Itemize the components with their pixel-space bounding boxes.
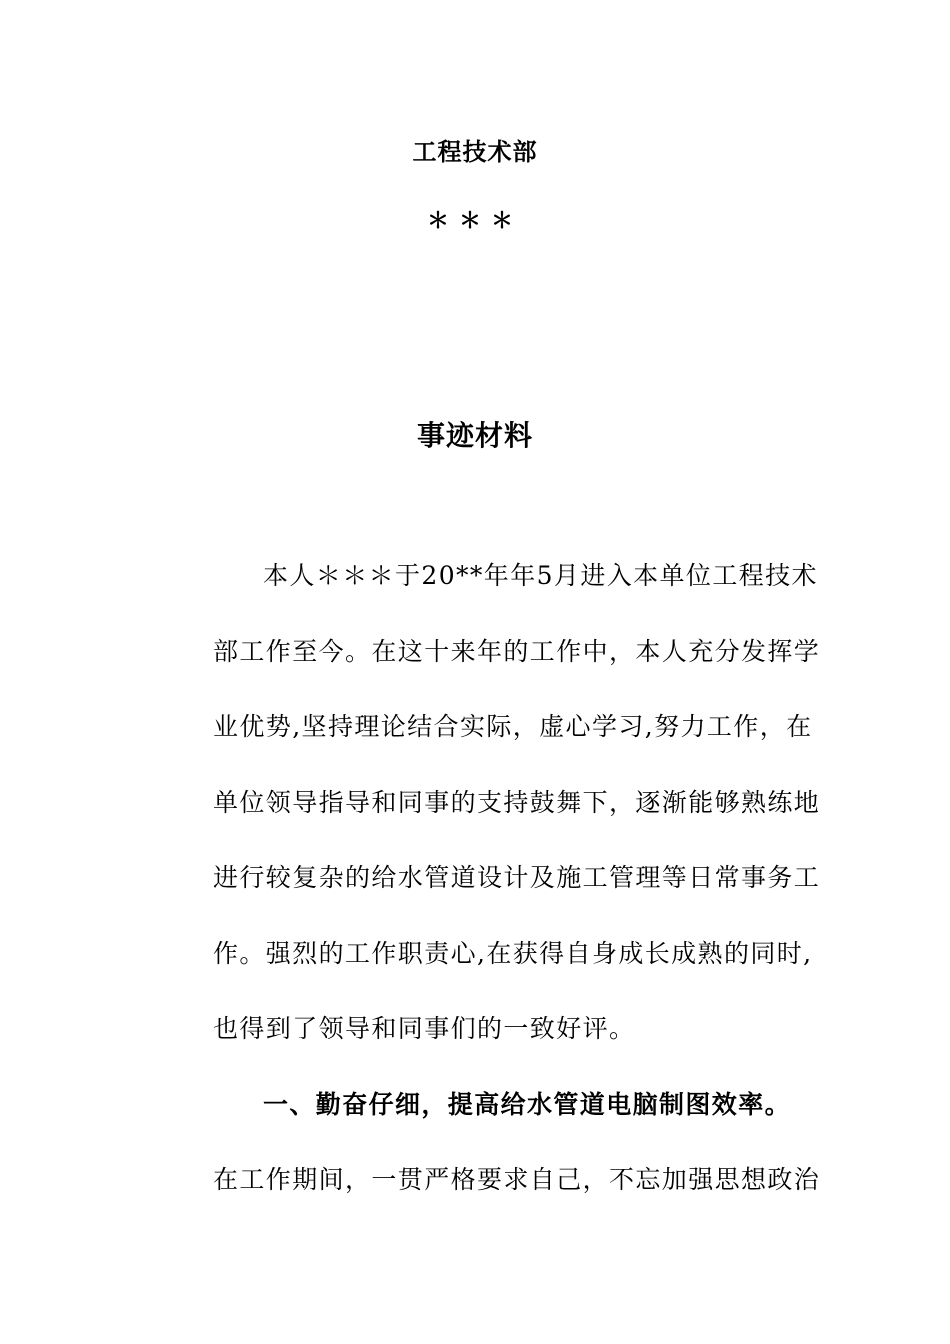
paragraph-line: 单位领导指导和同事的支持鼓舞下，逐渐能够熟练地 [213, 787, 821, 817]
department-name: 工程技术部 [412, 137, 538, 166]
paragraph-line: 本人＊＊＊于20**年年5月进入本单位工程技术 [263, 561, 818, 590]
paragraph-line: 业优势,坚持理论结合实际，虚心学习,努力工作，在 [213, 712, 813, 741]
paragraph-line: 也得到了领导和同事们的一致好评。 [213, 1014, 636, 1043]
paragraph-line: 进行较复杂的给水管道设计及施工管理等日常事务工 [213, 863, 821, 892]
body-text [213, 560, 821, 1240]
paragraph-line: 部工作至今。在这十来年的工作中，本人充分发挥学 [213, 636, 821, 666]
author-name: ＊＊＊ [426, 208, 523, 234]
paragraph-line: 在工作期间，一贯严格要求自己，不忘加强思想政治 [213, 1165, 821, 1194]
paragraph-line: 作。强烈的工作职责心,在获得自身成长成熟的同时, [213, 938, 813, 968]
section-heading: 一、勤奋仔细，提高给水管道电脑制图效率。 [263, 1089, 792, 1119]
document-title: 事迹材料 [416, 419, 533, 452]
